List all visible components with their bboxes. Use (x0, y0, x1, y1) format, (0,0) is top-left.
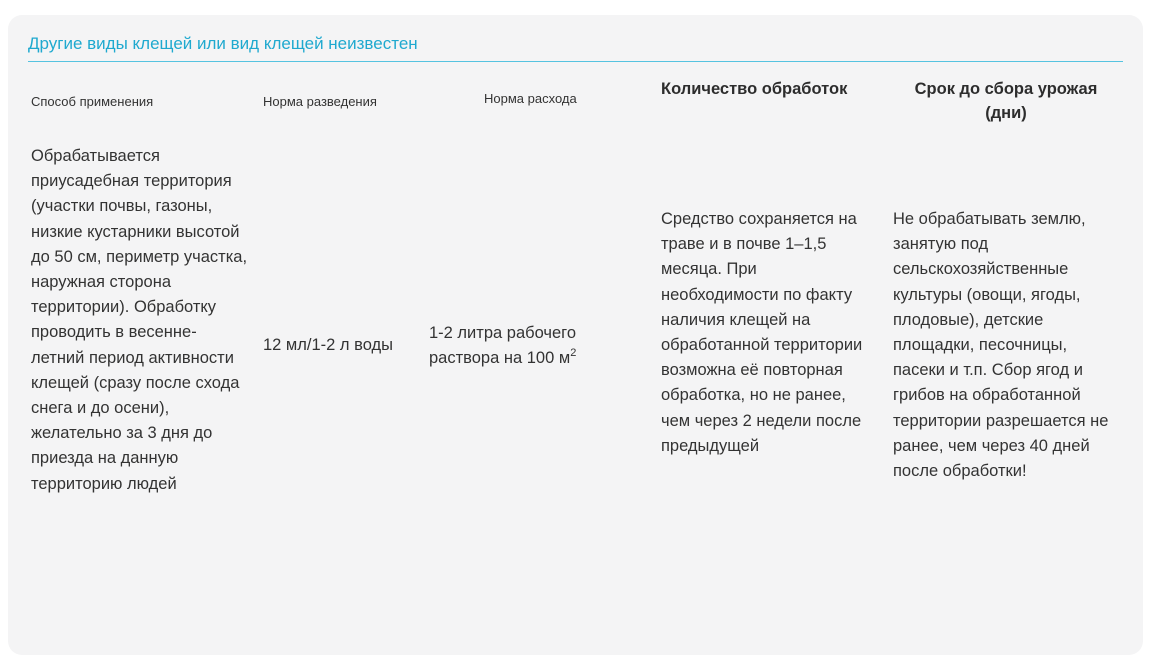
info-panel (8, 15, 1143, 655)
header-method: Способ применения (31, 94, 154, 109)
header-dilution: Норма разведения (263, 94, 377, 109)
title-divider (28, 61, 1123, 62)
cell-consumption-text: 1-2 литра рабочего раствора на 100 м (429, 324, 576, 368)
cell-method: Обрабатывается приусадебная территория (участки почвы, газоны, низкие кустарники высотой до 50 см, периметр участка, наружная сторона территории). Обработку проводить в весенне-летний период активности клещей (сразу после схода снега и до осени), желательно за 3 дня до приезда на данную территорию людей (31, 147, 248, 493)
section-title: Другие виды клещей или вид клещей неизвестен (28, 34, 418, 53)
cell-consumption (429, 321, 619, 371)
header-harvest: Срок до сбора урожая (дни) (914, 80, 1098, 122)
cell-harvest: Не обрабатывать землю, занятую под сельскохозяйственные культуры (овощи, ягоды, плодовые), детские площадки, песочницы, пасеки и т.п. Сбор ягод и грибов на обработанной территории разрешается не ранее, чем через 40 дней после обработки! (893, 210, 1109, 481)
cell-dilution: 12 мл/1-2 л воды (263, 336, 394, 354)
cell-consumption-sup: 2 (570, 346, 577, 359)
header-consumption: Норма расхода (484, 91, 577, 106)
cell-treatments: Средство сохраняется на траве и в почве 1–1,5 месяца. При необходимости по факту наличия клещей на обработанной территории возможна её повторная обработка, но не ранее, чем через 2 недели после предыдущей (661, 210, 863, 455)
header-treatments: Количество обработок (661, 80, 848, 98)
